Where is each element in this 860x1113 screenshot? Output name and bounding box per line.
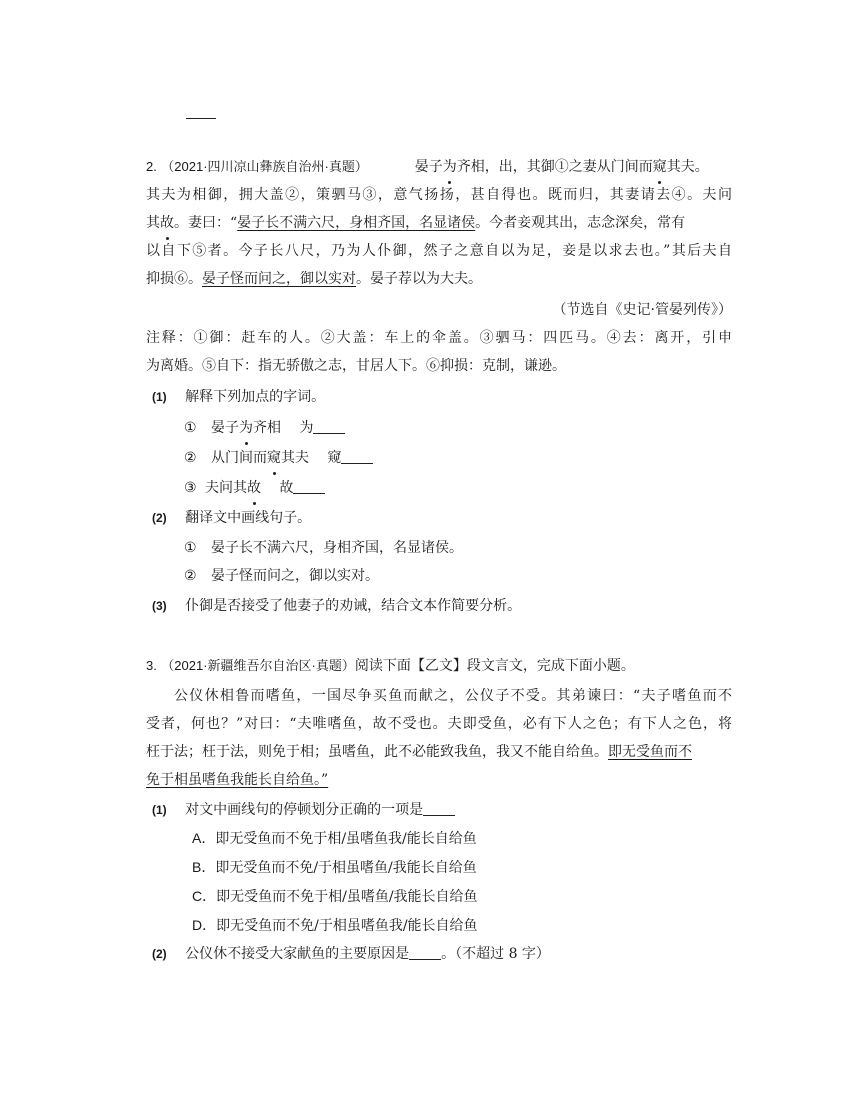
- item-word: 窥: [327, 450, 342, 466]
- sub-question-label: (1): [152, 390, 167, 404]
- item-mark: ②: [184, 568, 197, 584]
- item-word: 为: [299, 420, 314, 436]
- sub-question-text: 对文中画线句的停顿划分正确的一项是: [185, 802, 424, 818]
- item-text: 晏子: [211, 420, 240, 436]
- question-3-header: [146, 652, 635, 680]
- passage-line: 其夫为相御，拥大盖②，策驷马③，意气扬扬，甚自得也。既而归，其妻请去④。夫问: [146, 187, 732, 203]
- option-text: 即无受鱼而不免于相/虽嗜鱼我/能长自给鱼: [215, 831, 477, 847]
- item-text: 齐相: [253, 420, 282, 436]
- option-d[interactable]: [192, 911, 478, 939]
- question-source: （2021·四川凉山彝族自治州·真题）: [161, 159, 368, 174]
- dotted-word: 窥: [267, 444, 281, 472]
- passage-text: 晏子: [414, 159, 443, 175]
- question-number: 2.: [146, 159, 157, 174]
- passage-text: 抑损⑥。: [146, 271, 202, 287]
- sub-question-label: (2): [152, 511, 167, 525]
- item-mark: ①: [184, 420, 197, 436]
- list-item: [184, 444, 373, 472]
- list-item: [184, 562, 379, 590]
- item-mark: ②: [184, 450, 197, 466]
- sub-question-2: [152, 504, 311, 532]
- sub-question-2: [152, 940, 550, 968]
- underlined-sentence: 即无受鱼而不: [608, 744, 692, 760]
- answer-blank: [341, 447, 373, 464]
- answer-blank: [409, 943, 441, 960]
- sub-question-1: [152, 383, 325, 411]
- question-intro: 阅读下面【乙文】段文言文，完成下面小题。: [354, 658, 635, 674]
- passage-text: 其: [146, 215, 160, 231]
- passage-text: 齐相，出，其御①之妻从门间而: [456, 159, 653, 175]
- item-mark: ①: [184, 540, 197, 556]
- citation: （节选自《史记·管晏列传》）: [552, 302, 732, 318]
- answer-blank: [293, 477, 325, 494]
- list-item: [184, 534, 463, 562]
- passage-text: 其夫。: [666, 159, 709, 175]
- answer-blank: [313, 417, 345, 434]
- sub-question-3: [152, 592, 521, 620]
- dotted-word: 为: [443, 153, 457, 181]
- item-mark: ③: [184, 480, 197, 496]
- item-text: 夫问其: [205, 480, 248, 496]
- option-letter: A．: [192, 830, 216, 846]
- option-letter: D．: [192, 917, 217, 933]
- sub-question-1: [152, 796, 455, 824]
- passage-line: [146, 766, 328, 794]
- underlined-sentence: 晏子怪而问之，御以实对: [202, 271, 356, 287]
- answer-blank: [423, 799, 455, 816]
- passage-line: 受者，何也？”对曰：“夫唯嗜鱼，故不受也。夫即受鱼，必有下人之色；有下人之色，将: [146, 716, 732, 732]
- option-text: 即无受鱼而不免/于相虽嗜鱼/我能长自给鱼: [215, 860, 477, 876]
- question-number: 3.: [146, 658, 157, 673]
- question-2-header: [146, 153, 709, 181]
- underlined-sentence: 免于相虽嗜鱼我能长自给鱼。”: [146, 772, 329, 788]
- list-item: [184, 414, 345, 442]
- passage-line: [146, 265, 482, 293]
- sub-question-text: 解释下列加点的字词。: [185, 389, 326, 405]
- sub-question-text: 公仪休不接受大家献鱼的主要原因是: [185, 946, 410, 962]
- underlined-sentence: 晏子长不满六尺，身相齐国，名显诸侯: [237, 215, 476, 231]
- passage-text: 。晏子荐以为大夫。: [356, 271, 482, 287]
- option-text: 即无受鱼而不免/于相虽嗜鱼我/能长自给鱼: [216, 918, 478, 934]
- dotted-word: 为: [239, 414, 253, 442]
- option-c[interactable]: [192, 882, 478, 910]
- item-text: 晏子长不满六尺，身相齐国，名显诸侯。: [211, 540, 464, 556]
- passage-line: 公仪休相鲁而嗜鱼，一国尽争买鱼而献之，公仪子不受。其弟谏曰：“夫子嗜鱼而不: [174, 688, 732, 704]
- sub-question-text: 仆御是否接受了他妻子的劝诫，结合文本作简要分析。: [185, 598, 522, 614]
- passage-text: 枉于法；枉于法，则免于相；虽嗜鱼，此不必能致我鱼，我又不能自给鱼。: [146, 744, 608, 760]
- list-item: [184, 474, 325, 502]
- item-text: 从门间而: [211, 450, 268, 466]
- dotted-word: 故: [247, 474, 261, 502]
- passage-line: [146, 209, 685, 237]
- option-letter: C．: [192, 888, 217, 904]
- passage-text: 。今者妾观其出，志念深矣，常有: [475, 215, 686, 231]
- option-text: 即无受鱼而不免于相/虽嗜鱼/我能长自给鱼: [216, 889, 478, 905]
- annotation-line: 为离婚。⑤自下：指无骄傲之志，甘居人下。⑥抑损：克制，谦逊。: [146, 358, 566, 374]
- sub-question-label: (2): [152, 947, 167, 961]
- option-a[interactable]: [192, 824, 477, 852]
- option-b[interactable]: [192, 853, 477, 881]
- option-letter: B．: [192, 859, 216, 875]
- passage-line: 以自下⑤者。今子长八尺，乃为人仆御，然子之意自以为足，妾是以求去也。”其后夫自: [146, 243, 732, 259]
- passage-text: 。妻曰：“: [174, 215, 238, 231]
- sub-question-text: 。（不超过 8 字）: [441, 946, 550, 962]
- passage-line: [146, 738, 692, 766]
- question-source: （2021·新疆维吾尔自治区·真题）: [161, 658, 355, 673]
- dotted-word: 故: [160, 209, 174, 237]
- answer-blank: [186, 118, 216, 119]
- item-text: 其夫: [281, 450, 310, 466]
- dotted-word: 窥: [653, 153, 667, 181]
- annotation-line: 注释：①御：赶车的人。②大盖：车上的伞盖。③驷马：四匹马。④去：离开，引申: [146, 330, 732, 346]
- sub-question-label: (1): [152, 803, 167, 817]
- item-text: 晏子怪而问之，御以实对。: [211, 568, 380, 584]
- sub-question-label: (3): [152, 599, 167, 613]
- item-word: 故: [279, 480, 294, 496]
- sub-question-text: 翻译文中画线句子。: [185, 510, 312, 526]
